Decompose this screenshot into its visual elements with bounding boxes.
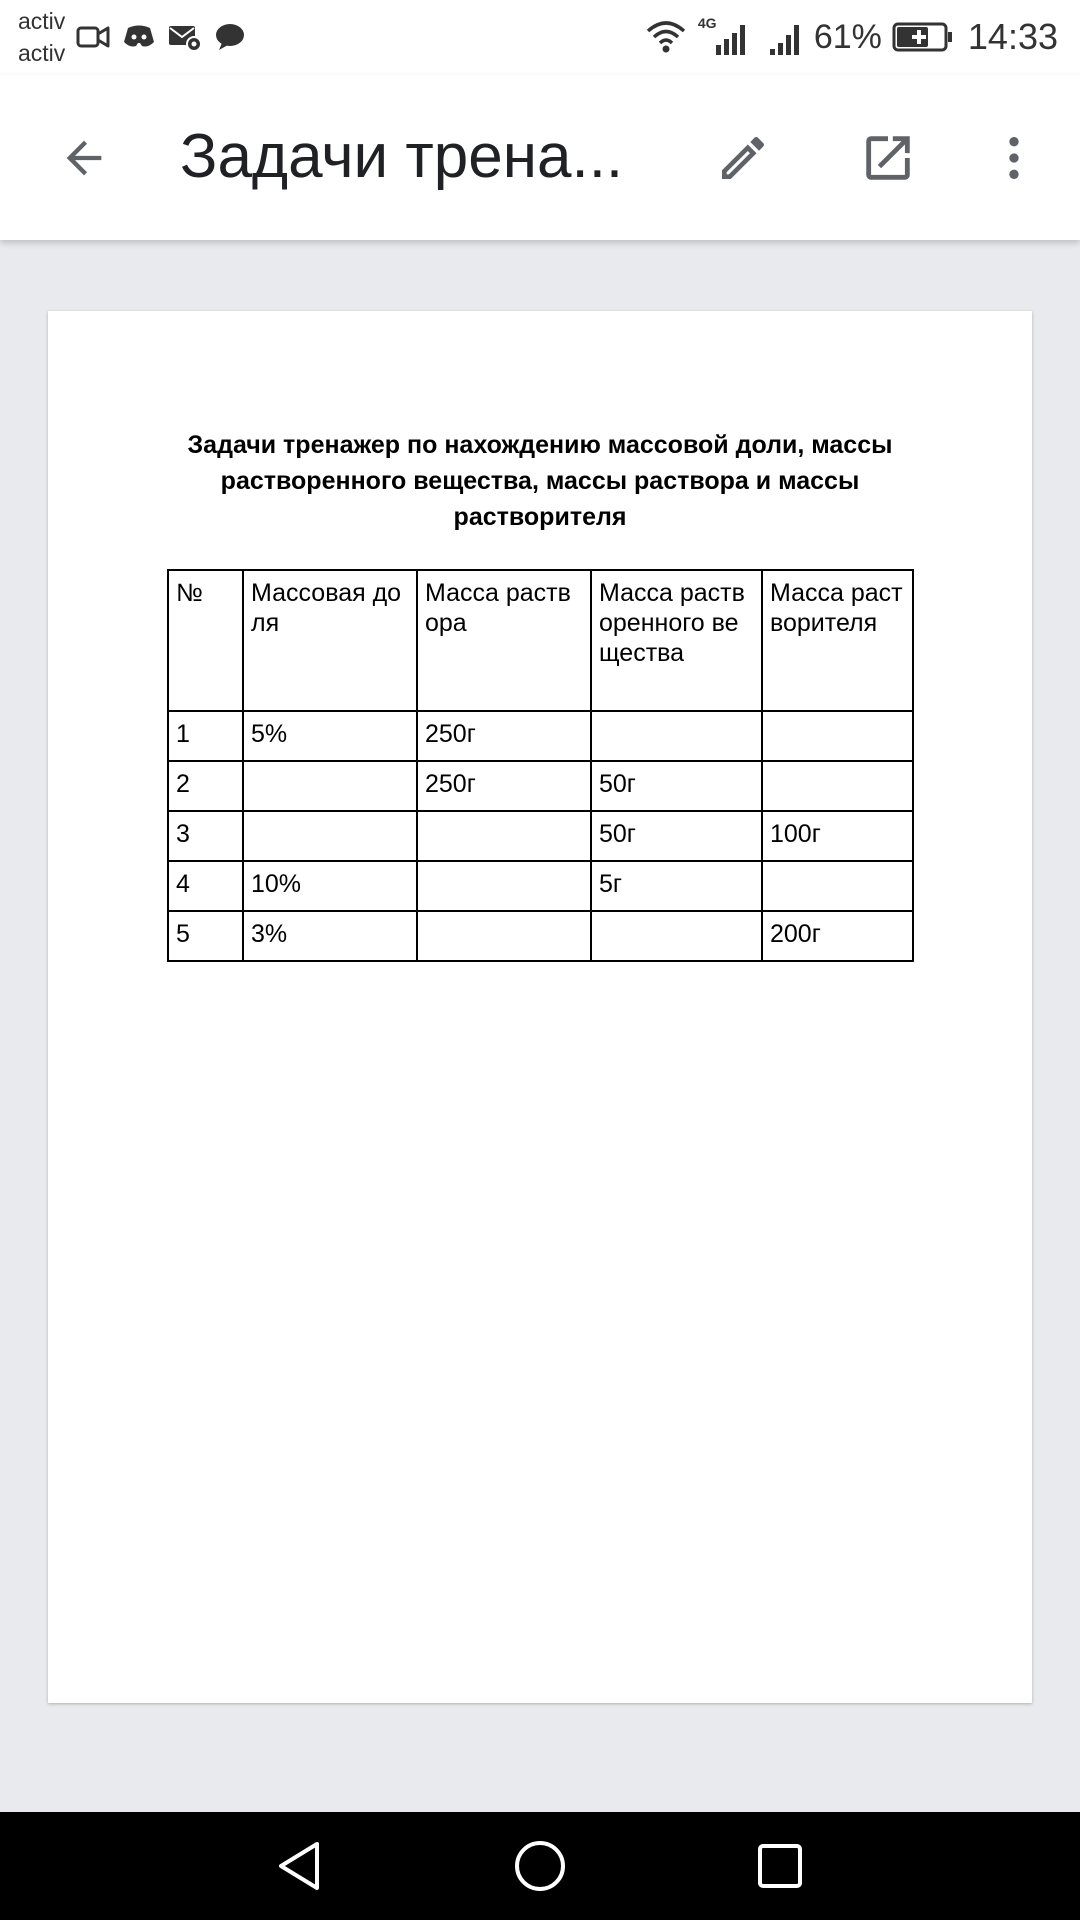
cellular-4g-signal: [698, 17, 752, 57]
table-cell: 5: [168, 911, 243, 961]
table-cell: [591, 911, 762, 961]
table-cell: [417, 811, 591, 861]
pencil-icon: [715, 130, 771, 186]
more-options-button[interactable]: [971, 115, 1057, 201]
table-row: [168, 861, 913, 911]
carrier-label-2: activ: [18, 40, 66, 66]
document-heading: Задачи тренажер по нахождению массовой доли, массы растворенного вещества, массы раствора и массы растворителя: [187, 431, 893, 531]
circle-home-icon: [512, 1838, 568, 1894]
table-cell: 100г: [762, 811, 913, 861]
table-cell: [417, 861, 591, 911]
table-cell: [762, 861, 913, 911]
open-in-new-button[interactable]: [845, 115, 931, 201]
table-cell: 10%: [243, 861, 417, 911]
arrow-back-icon: [58, 132, 110, 184]
table-cell: [417, 911, 591, 961]
network-type-label: 4G: [697, 15, 717, 31]
video-call-icon: [76, 22, 110, 52]
nav-home-button[interactable]: [500, 1826, 580, 1906]
mail-settings-icon: [168, 22, 202, 52]
task-table: [167, 569, 914, 962]
system-status: [634, 14, 1058, 60]
app-bar: [0, 75, 1080, 240]
triangle-back-icon: [273, 1838, 325, 1894]
open-in-new-icon: [859, 129, 917, 187]
wifi-icon: [644, 19, 688, 55]
navigation-bar: [0, 1812, 1080, 1920]
battery-percent: 61%: [813, 17, 882, 56]
back-button[interactable]: [41, 115, 127, 201]
table-cell: 5%: [243, 711, 417, 761]
clock: 14:33: [967, 16, 1058, 57]
table-cell: 50г: [591, 761, 762, 811]
table-cell: [762, 711, 913, 761]
table-cell: 5г: [591, 861, 762, 911]
more-vert-icon: [986, 130, 1042, 186]
document-title: Задачи трена...: [180, 122, 624, 191]
table-cell: [243, 811, 417, 861]
header-solvent-mass: Масса растворителя: [762, 570, 913, 711]
carrier-label-1: activ: [18, 8, 66, 34]
header-solute-mass: Масса растворенного вещества: [591, 570, 762, 711]
table-row: [168, 711, 913, 761]
header-solution-mass: Масса раствора: [417, 570, 591, 711]
nav-recents-button[interactable]: [740, 1826, 820, 1906]
table-cell: 3: [168, 811, 243, 861]
edit-button[interactable]: [700, 115, 786, 201]
square-recents-icon: [755, 1841, 805, 1891]
header-mass-fraction: Массовая доля: [243, 570, 417, 711]
table-header-row: [168, 570, 913, 711]
status-bar: [0, 0, 1080, 75]
discord-icon: [122, 22, 156, 52]
table-cell: 200г: [762, 911, 913, 961]
table-row: [168, 811, 913, 861]
notification-icons: [76, 22, 246, 52]
table-row: [168, 911, 913, 961]
table-cell: [762, 761, 913, 811]
signal-bars-icon-2: [768, 17, 804, 57]
signal-bars-icon: [698, 17, 752, 57]
table-cell: 3%: [243, 911, 417, 961]
table-cell: 1: [168, 711, 243, 761]
table-cell: 250г: [417, 761, 591, 811]
table-cell: 2: [168, 761, 243, 811]
battery-charging-icon: [892, 21, 954, 53]
table-row: [168, 761, 913, 811]
table-cell: 4: [168, 861, 243, 911]
table-cell: [243, 761, 417, 811]
document-page[interactable]: [48, 311, 1032, 1703]
table-cell: [591, 711, 762, 761]
header-number: №: [168, 570, 243, 711]
table-cell: 50г: [591, 811, 762, 861]
table-cell: 250г: [417, 711, 591, 761]
nav-back-button[interactable]: [259, 1826, 339, 1906]
chat-bubble-icon: [214, 22, 246, 52]
